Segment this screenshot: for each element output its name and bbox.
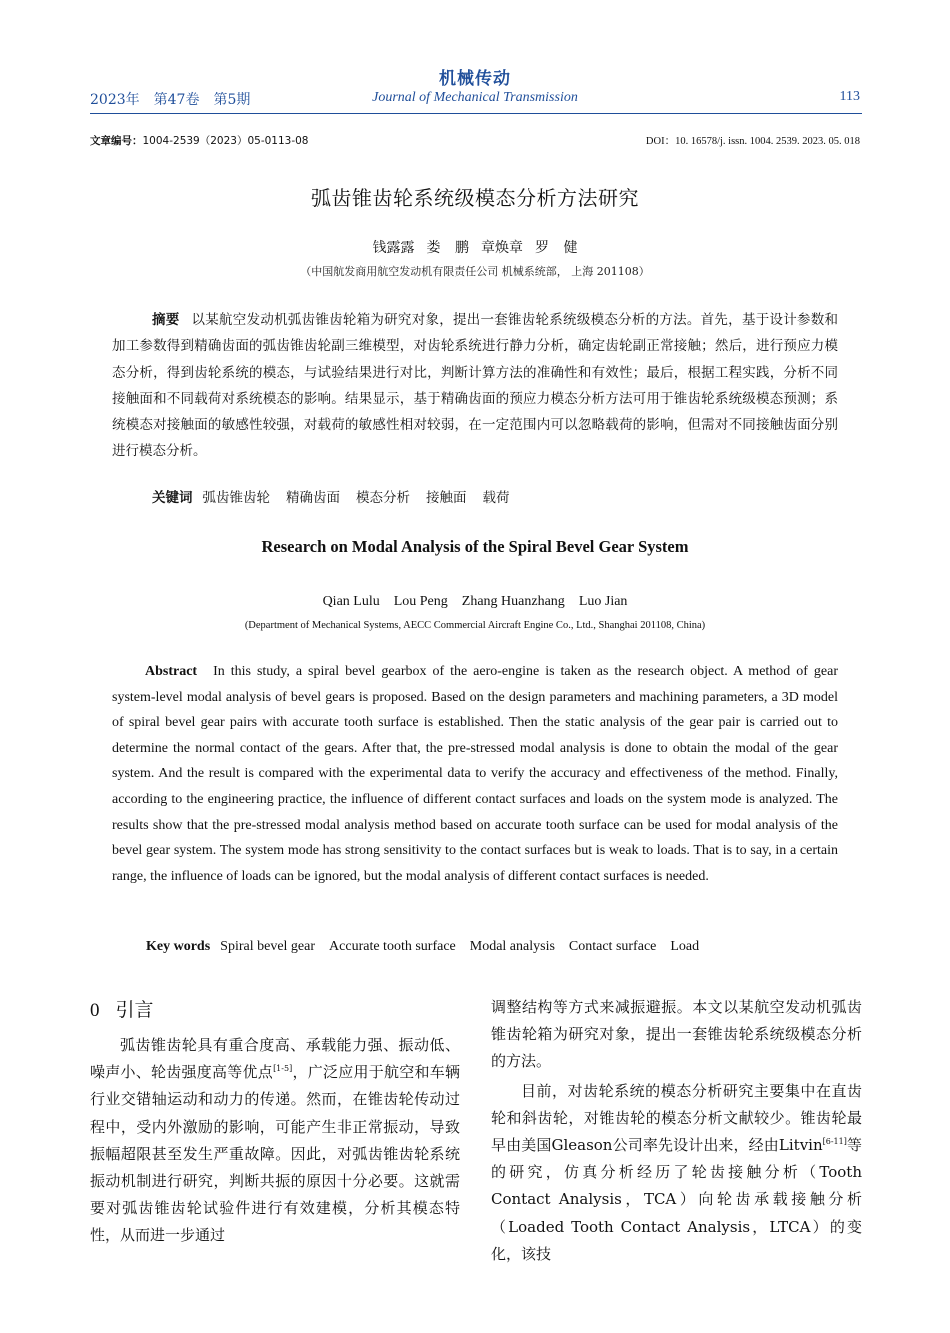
abstract-en bbox=[112, 659, 838, 889]
affiliation-en: (Department of Mechanical Systems, AECC Commercial Aircraft Engine Co., Ltd., Shanghai 201108, China) bbox=[244, 620, 706, 631]
issue: 第5期 bbox=[213, 92, 251, 108]
author-en: Luo Jian bbox=[578, 594, 628, 609]
citation: [1-5] bbox=[273, 1064, 293, 1074]
doi: DOI：10. 16578/j. issn. 1004. 2539. 2023. 05. 018 bbox=[645, 136, 860, 147]
keyword-en: Spiral bevel gear bbox=[220, 939, 316, 954]
paragraph-text: ，广泛应用于航空和车辆行业交错轴运动和动力的传递。然而，在锥齿轮传动过程中，受内外激励的影响，可能产生非正常振动，导致振幅超限甚至发生严重故障。因此，对弧齿锥齿轮系统振动机制进行研究，判断共振的原因十分必要。这就需要对弧齿锥齿轮试验件进行有效建模，分析其模态特性，从而进一步通过 bbox=[90, 1063, 460, 1245]
abstract-cn-text: 以某航空发动机弧齿锥齿轮箱为研究对象，提出一套锥齿轮系统级模态分析的方法。首先，基于设计参数和加工参数得到精确齿面的弧齿锥齿轮副三维模型，对齿轮系统进行静力分析，确定齿轮副正常接触；然后，进行预应力模态分析，得到齿轮系统的模态，与试验结果进行对比，判断计算方法的准确性和有效性；最后，根据工程实践，分析不同接触面和不同载荷对系统模态的影响。结果显示，基于精确齿面的预应力模态分析方法可用于锥齿轮系统级模态预测；系统模态对接触面的敏感性较强，对载荷的敏感性相对较弱，在一定范围内可以忽略载荷的影响，但需对不同接触齿面分别进行模态分析。 bbox=[112, 312, 839, 460]
section-title: 引言 bbox=[115, 999, 154, 1021]
header-rule bbox=[90, 113, 862, 114]
abstract-en-label: Abstract bbox=[145, 664, 198, 679]
keyword-en: Accurate tooth surface bbox=[329, 939, 456, 954]
volume: 第47卷 bbox=[153, 92, 200, 108]
paper-title-cn: 弧齿锥齿轮系统级模态分析方法研究 bbox=[311, 186, 639, 210]
paragraph bbox=[491, 1078, 862, 1268]
keyword-cn: 载荷 bbox=[482, 490, 510, 506]
page-number: 113 bbox=[839, 89, 860, 104]
paragraph-text: 目前，对齿轮系统的模态分析研究主要集中在直齿轮和斜齿轮，对锥齿轮的模态分析文献较少。锥齿轮最早由美国Gleason公司率先设计出来，经由Litvin bbox=[491, 1081, 862, 1155]
author-cn: 钱露露 bbox=[372, 240, 415, 256]
section-heading bbox=[90, 995, 154, 1022]
keyword-cn: 接触面 bbox=[426, 490, 467, 506]
keyword-cn: 弧齿锥齿轮 bbox=[202, 490, 270, 506]
article-number-value: 1004-2539（2023）05-0113-08 bbox=[142, 135, 309, 147]
journal-name-cn: 机械传动 bbox=[439, 69, 511, 89]
author-en: Lou Peng bbox=[393, 594, 448, 609]
keywords-en bbox=[146, 939, 713, 955]
journal-name-en: Journal of Mechanical Transmission bbox=[372, 90, 578, 105]
affiliation-cn: （中国航发商用航空发动机有限责任公司 机械系统部， 上海 201108） bbox=[300, 265, 650, 278]
authors-cn bbox=[0, 237, 950, 257]
keyword-en: Modal analysis bbox=[469, 939, 555, 954]
paragraph: 调整结构等方式来减振避振。本文以某航空发动机弧齿锥齿轮箱为研究对象，提出一套锥齿轮系统级模态分析的方法。 bbox=[491, 998, 862, 1071]
keywords-cn-label: 关键词 bbox=[152, 490, 193, 506]
author-cn: 娄 鹏 bbox=[426, 240, 469, 256]
keyword-en: Contact surface bbox=[568, 939, 657, 954]
author-en: Qian Lulu bbox=[322, 594, 380, 609]
paper-title-en: Research on Modal Analysis of the Spiral Bevel Gear System bbox=[261, 537, 689, 556]
author-cn: 章焕章 bbox=[481, 240, 523, 256]
abstract-cn bbox=[112, 307, 838, 465]
keywords-en-label: Key words bbox=[146, 939, 211, 954]
body-column-right bbox=[491, 994, 862, 1268]
article-number-label: 文章编号： bbox=[90, 135, 143, 147]
keyword-cn: 模态分析 bbox=[356, 490, 410, 506]
body-column-left bbox=[90, 1032, 460, 1250]
section-number: 0 bbox=[90, 1000, 100, 1021]
citation: [6-11] bbox=[822, 1137, 847, 1147]
authors-en bbox=[0, 594, 950, 610]
paragraph-text: 等的研究，仿真分析经历了轮齿接触分析（Tooth Contact Analysis，TCA）向轮齿承载接触分析（Loaded Tooth Contact Analysis，LTCA）的变化，该技 bbox=[491, 1136, 862, 1263]
abstract-cn-label: 摘要 bbox=[152, 312, 180, 328]
author-en: Zhang Huanzhang bbox=[461, 594, 565, 609]
paragraph-text: 弧齿锥齿轮具有重合度高、承载能力强、振动低、噪声小、轮齿强度高等优点 bbox=[90, 1036, 460, 1082]
author-cn: 罗 健 bbox=[535, 240, 578, 256]
article-number bbox=[90, 133, 308, 148]
year: 2023年 bbox=[90, 92, 140, 108]
keyword-en: Load bbox=[670, 939, 700, 954]
keyword-cn: 精确齿面 bbox=[286, 490, 340, 506]
abstract-en-text: In this study, a spiral bevel gearbox of the aero-engine is taken as the research object. A method of gear system-level modal analysis of bevel gears is proposed. Based on the design parameters and machining parameters, a 3D model of spiral bevel gear pairs with accurate tooth surface is established. Then the static analysis of the gear pair is carried out to determine the normal contact of the gears. After that, the pre-stressed modal analysis is done to obtain the modal of the gear system. And the result is compared with the experimental data to verify the accuracy and effectiveness of the method. Finally, according to the engineering practice, the influence of different contact surfaces and loads on the system mode is analyzed. The results show that the pre-stressed modal analysis method based on accurate tooth surface can be used for modal analysis of the bevel gear system. The system mode has strong sensitivity to the contact surfaces but is weak to loads. That is to say, in a certain range, the influence of loads can be ignored, but the modal analysis of different contact surfaces is needed. bbox=[112, 664, 838, 884]
keywords-cn bbox=[152, 486, 526, 506]
paragraph bbox=[90, 1032, 460, 1250]
